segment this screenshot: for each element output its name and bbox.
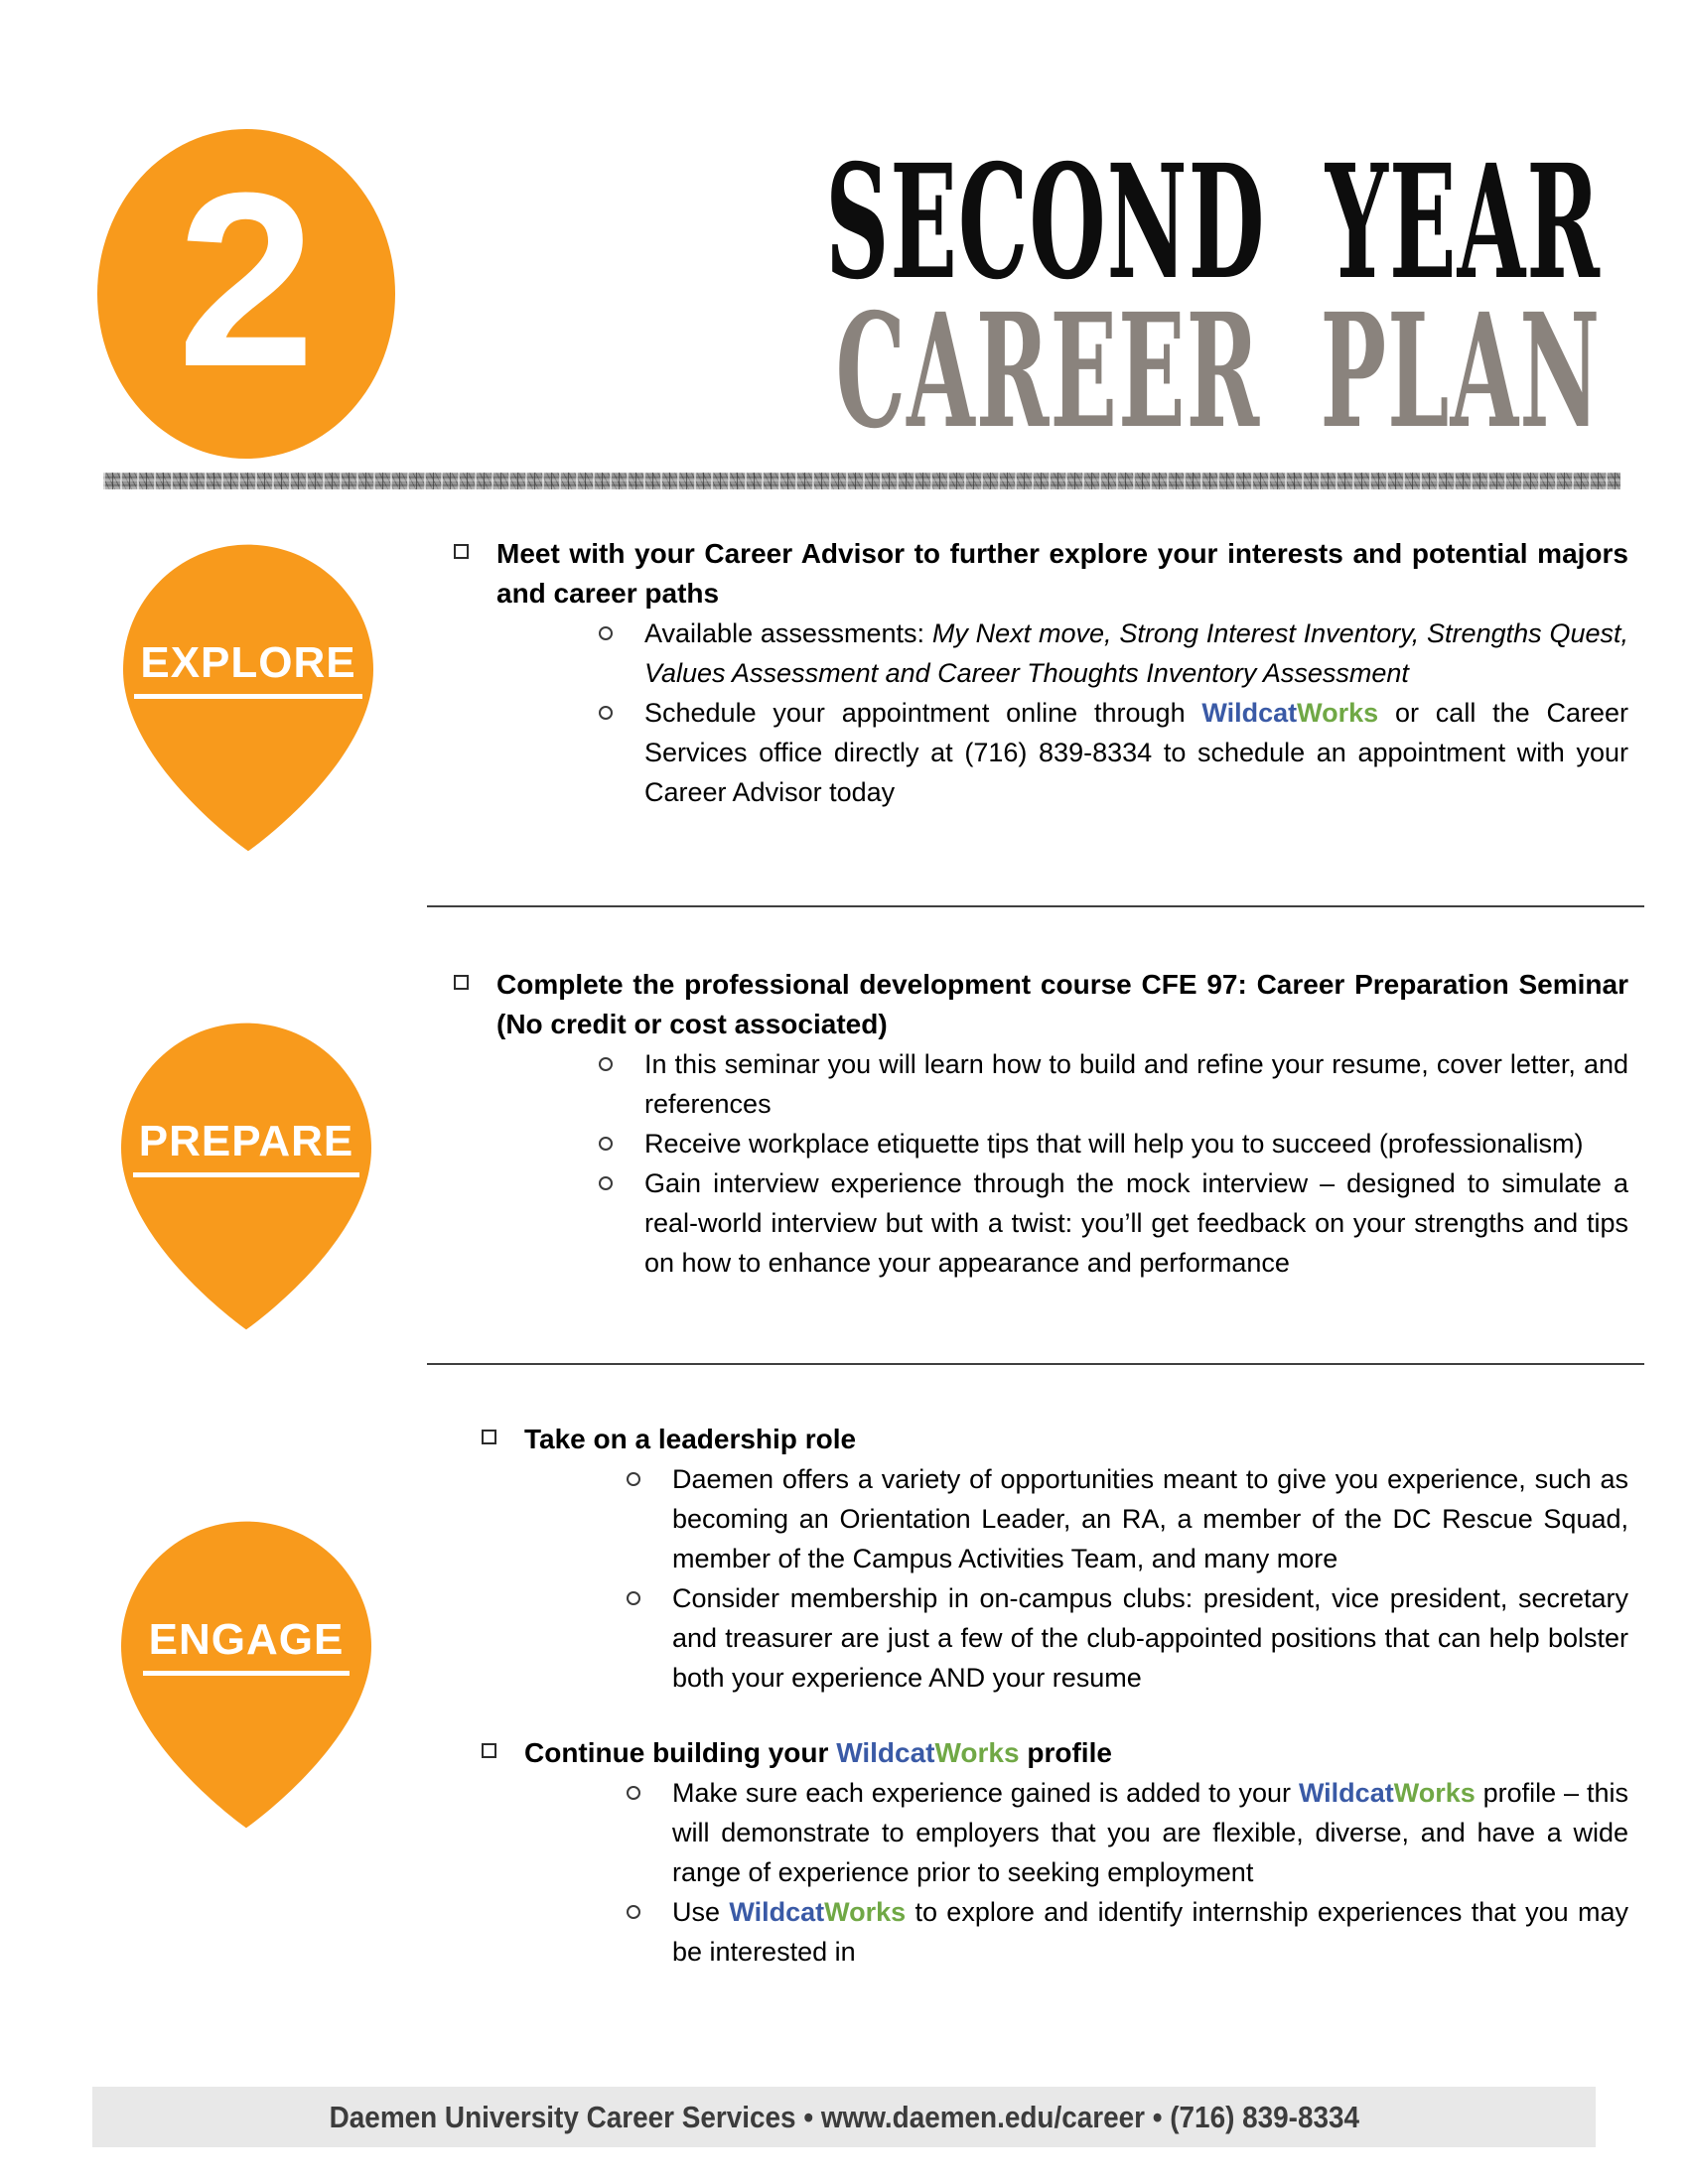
circle-bullet-icon: [599, 706, 613, 720]
circle-bullet-icon: [599, 1137, 613, 1151]
title-line-1-wrap: [216, 131, 1601, 315]
pin-label-explore: EXPLORE: [134, 641, 361, 699]
pin-engage: [121, 1521, 371, 1829]
section-explore-content: [452, 534, 1628, 812]
sub-text: Daemen offers a variety of opportunities meant to give you experience, such as becoming an Orientation Leader, an RA, a member of the DC Rescue Squad, member of the Campus Activities Team, and many more: [672, 1464, 1628, 1573]
item-lead: Complete the professional development course CFE 97: Career Preparation Seminar (No credit or cost associated): [496, 969, 1628, 1039]
sub-text: Receive workplace etiquette tips that will help you to succeed (professionalism): [644, 1129, 1584, 1159]
section-divider-1: [427, 905, 1644, 907]
circle-bullet-icon: [599, 1057, 613, 1071]
sub-text: Make sure each experience gained is added to your WildcatWorks profile – this will demonstrate to employers that you are flexible, diverse, and have a wide range of experience prior to seeking employment: [672, 1778, 1628, 1887]
checkbox-icon: [454, 544, 469, 559]
circle-bullet-icon: [627, 1591, 640, 1605]
circle-bullet-icon: [599, 626, 613, 640]
checkbox-icon: [482, 1430, 496, 1444]
sub-item: [496, 693, 1628, 812]
check-item: [480, 1733, 1628, 1972]
footer-text: Daemen University Career Services • www.daemen.edu/career • (716) 839-8334: [329, 2099, 1359, 2134]
check-item: [480, 1420, 1628, 1698]
pin-explore: [123, 544, 373, 852]
pin-label-engage: ENGAGE: [143, 1618, 351, 1676]
check-item: [452, 965, 1628, 1283]
item-lead: Take on a leadership role: [524, 1424, 857, 1454]
sub-item: [524, 1892, 1628, 1972]
sub-item: [496, 1163, 1628, 1283]
title-line-1: SECOND YEAR: [825, 131, 1601, 315]
item-lead: Continue building your WildcatWorks profile: [524, 1737, 1112, 1768]
sub-item: [496, 1044, 1628, 1124]
pin-prepare: [121, 1023, 371, 1330]
circle-bullet-icon: [627, 1786, 640, 1800]
circle-bullet-icon: [627, 1905, 640, 1919]
checkbox-icon: [482, 1743, 496, 1758]
pin-label-explore-wrap: [123, 638, 373, 699]
title-line-2-wrap: [216, 280, 1601, 464]
sub-item: [496, 614, 1628, 693]
pin-label-prepare: PREPARE: [133, 1120, 359, 1177]
pin-label-engage-wrap: [121, 1615, 371, 1676]
grunge-divider: [103, 473, 1620, 489]
check-item: [452, 534, 1628, 812]
sub-text: Available assessments: My Next move, Strong Interest Inventory, Strengths Quest, Values Assessment and Career Thoughts Inventory Assessment: [644, 618, 1628, 688]
sub-text: In this seminar you will learn how to build and refine your resume, cover letter, and references: [644, 1049, 1628, 1119]
sub-item: [524, 1578, 1628, 1698]
sub-text: Consider membership in on-campus clubs: president, vice president, secretary and treasurer are just a few of the club-appointed positions that can help bolster both your experience AND your resume: [672, 1583, 1628, 1693]
section-divider-2: [427, 1363, 1644, 1365]
sub-item: [524, 1459, 1628, 1578]
section-prepare-content: [452, 965, 1628, 1283]
footer-bar: [92, 2087, 1596, 2147]
sub-item: [496, 1124, 1628, 1163]
circle-bullet-icon: [627, 1472, 640, 1486]
item-lead: Meet with your Career Advisor to further explore your interests and potential majors and career paths: [496, 538, 1628, 609]
circle-bullet-icon: [599, 1176, 613, 1190]
checkbox-icon: [454, 975, 469, 990]
title-line-2: CAREER PLAN: [835, 280, 1601, 464]
badge-number: 2: [177, 141, 316, 418]
section-engage-content: [480, 1420, 1628, 1972]
pin-label-prepare-wrap: [121, 1117, 371, 1177]
page-title: [216, 131, 1601, 464]
sub-item: [524, 1773, 1628, 1892]
sub-text: Use WildcatWorks to explore and identify internship experiences that you may be interested in: [672, 1897, 1628, 1967]
sub-text: Schedule your appointment online through WildcatWorks or call the Career Services office directly at (716) 839-8334 to schedule an appointment with your Career Advisor today: [644, 698, 1628, 807]
sub-text: Gain interview experience through the mock interview – designed to simulate a real-world interview but with a twist: you’ll get feedback on your strengths and tips on how to enhance your appearance and performance: [644, 1168, 1628, 1278]
